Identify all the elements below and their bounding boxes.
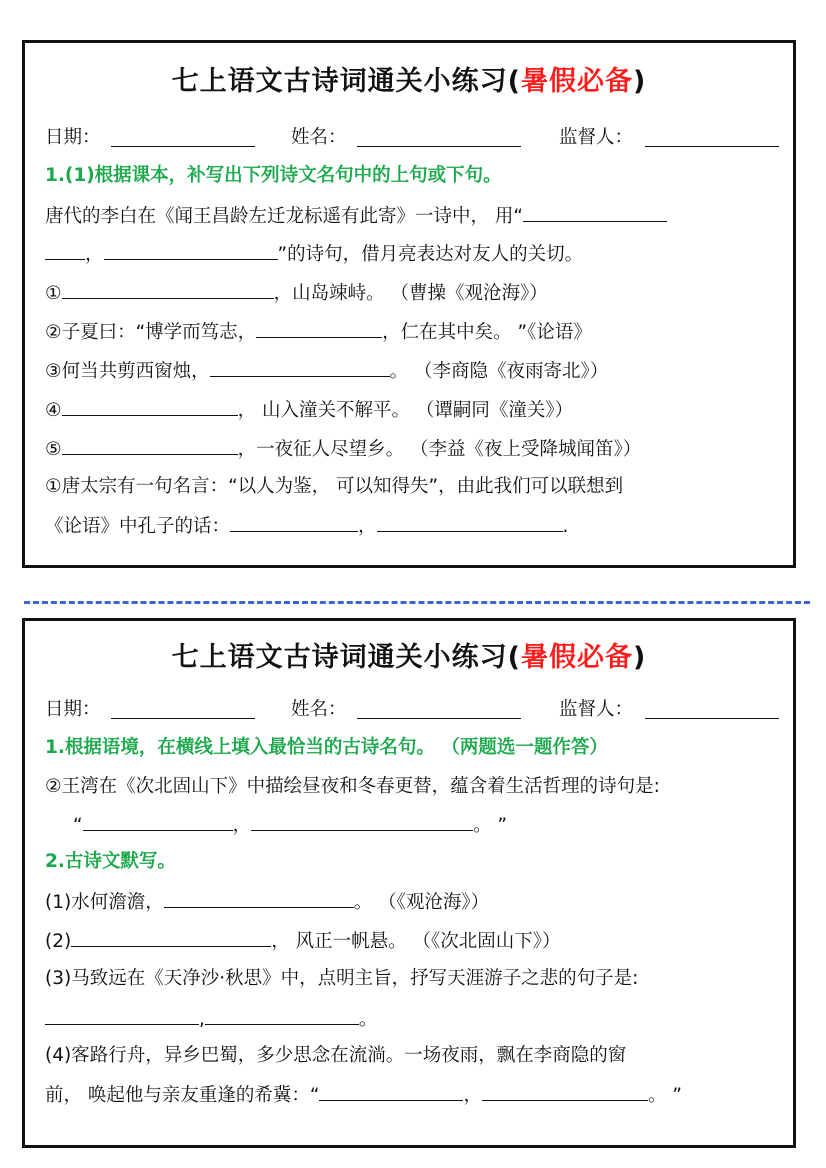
card2-p4-line2	[45, 1081, 779, 1109]
answer-blank[interactable]	[210, 357, 390, 377]
question-text: (1)水何澹澹，	[45, 892, 164, 913]
title-text: 七上语文古诗词通关小练习(	[171, 642, 521, 673]
date-input[interactable]	[111, 699, 255, 719]
question-text: (2)	[45, 931, 72, 952]
question-text: ， 山入潼关不解平。 （谭嗣同《潼关》）	[237, 400, 574, 421]
punct: ，	[463, 1085, 482, 1106]
question-text: ，山岛竦峙。 （曹操《观沧海》）	[273, 283, 548, 304]
answer-blank[interactable]	[230, 512, 358, 532]
card2-header-fields	[45, 697, 779, 723]
worksheet-card-2	[22, 618, 796, 1148]
card1-question-intro-line1	[45, 202, 779, 230]
card1-q4	[45, 396, 779, 424]
date-label: 日期：	[45, 127, 101, 148]
punct: 。 ”	[647, 1085, 682, 1106]
question-number: ⑤	[45, 439, 62, 460]
card2-p2	[45, 927, 779, 955]
name-label: 姓名：	[291, 699, 347, 720]
title-highlight: 暑假必备	[521, 642, 633, 673]
question-text: ”的诗句，借月亮表达对友人的关切。	[277, 244, 584, 265]
punct: .	[562, 516, 569, 537]
answer-blank[interactable]	[62, 279, 274, 299]
card1-q5	[45, 435, 779, 463]
question-text: ，一夜征人尽望乡。 （李益《夜上受降城闻笛》）	[237, 439, 642, 460]
card2-p1	[45, 888, 779, 916]
card2-q1-line1: ②王湾在《次北固山下》中描绘昼夜和冬春更替，蕴含着生活哲理的诗句是:	[45, 776, 660, 797]
question-number: ④	[45, 400, 62, 421]
title-close: )	[633, 66, 647, 97]
answer-blank[interactable]	[71, 927, 271, 947]
card1-question-intro-line2	[45, 240, 779, 268]
answer-blank[interactable]	[319, 1081, 463, 1101]
title-close: )	[633, 642, 647, 673]
card1-section-heading: 1.(1)根据课本，补写出下列诗文名句中的上句或下句。	[45, 165, 502, 186]
card1-q1	[45, 279, 779, 307]
name-label: 姓名：	[291, 127, 347, 148]
answer-blank[interactable]	[482, 1081, 648, 1101]
question-text: ，仁在其中矣。 ”《论语》	[382, 322, 592, 343]
question-text: 。 （《观沧海》）	[353, 892, 490, 913]
card1-header-fields	[45, 125, 779, 151]
punct: 。 ”	[473, 815, 508, 836]
dashed-divider	[24, 601, 810, 604]
question-text: 。 （李商隐《夜雨寄北》）	[389, 361, 609, 382]
card1-q3	[45, 357, 779, 385]
punct: ，	[358, 516, 377, 537]
question-text: 前， 唤起他与亲友重逢的希冀：“	[45, 1085, 320, 1106]
answer-blank[interactable]	[62, 435, 238, 455]
answer-blank[interactable]	[205, 1005, 359, 1025]
answer-blank[interactable]	[256, 318, 382, 338]
card1-q6-line2	[45, 512, 779, 540]
punct: 。	[358, 1009, 378, 1030]
answer-blank[interactable]	[45, 1005, 199, 1025]
answer-blank[interactable]	[523, 202, 667, 222]
title-highlight: 暑假必备	[521, 66, 633, 97]
card2-p3-line2	[45, 1005, 779, 1033]
date-input[interactable]	[111, 127, 255, 147]
punct: “	[73, 815, 83, 836]
card2-title	[25, 635, 793, 674]
question-number: ①	[45, 283, 62, 304]
answer-blank[interactable]	[104, 240, 278, 260]
name-input[interactable]	[357, 699, 521, 719]
card2-p3-line1: (3)马致远在《天净沙·秋思》中，点明主旨，抒写天涯游子之悲的句子是:	[45, 968, 639, 989]
card2-p4-line1: (4)客路行舟，异乡巴蜀，多少思念在流淌。一场夜雨，飘在李商隐的窗	[45, 1045, 627, 1066]
worksheet-card-1	[22, 40, 796, 568]
card2-section1-heading: 1.根据语境，在横线上填入最恰当的古诗名句。 （两题选一题作答）	[45, 737, 608, 758]
supervisor-label: 监督人：	[559, 127, 634, 148]
card1-title	[25, 59, 793, 98]
name-input[interactable]	[357, 127, 521, 147]
punct: ，	[232, 815, 252, 836]
supervisor-input[interactable]	[645, 699, 779, 719]
answer-blank[interactable]	[377, 512, 563, 532]
question-text: 《论语》中孔子的话：	[45, 516, 231, 537]
answer-blank[interactable]	[45, 240, 85, 260]
answer-blank[interactable]	[83, 811, 233, 831]
question-text: ②子夏曰：“博学而笃志，	[45, 322, 257, 343]
answer-blank[interactable]	[164, 888, 354, 908]
card1-q2	[45, 318, 779, 346]
supervisor-input[interactable]	[645, 127, 779, 147]
question-text: 唐代的李白在《闻王昌龄左迁龙标遥有此寄》一诗中， 用“	[45, 206, 523, 227]
question-text: ， 风正一帆悬。 （《次北固山下》）	[271, 931, 561, 952]
date-label: 日期：	[45, 699, 101, 720]
punct: ,	[199, 1009, 205, 1030]
card2-section2-heading: 2.古诗文默写。	[45, 851, 176, 872]
punct: ，	[85, 244, 104, 265]
supervisor-label: 监督人：	[559, 699, 634, 720]
title-text: 七上语文古诗词通关小练习(	[171, 66, 521, 97]
card1-q6-line1: ①唐太宗有一句名言：“以人为鉴， 可以知得失”，由此我们可以联想到	[45, 476, 624, 497]
card2-q1-line2	[73, 811, 779, 839]
question-text: ③何当共剪西窗烛，	[45, 361, 210, 382]
answer-blank[interactable]	[251, 811, 473, 831]
answer-blank[interactable]	[62, 396, 238, 416]
